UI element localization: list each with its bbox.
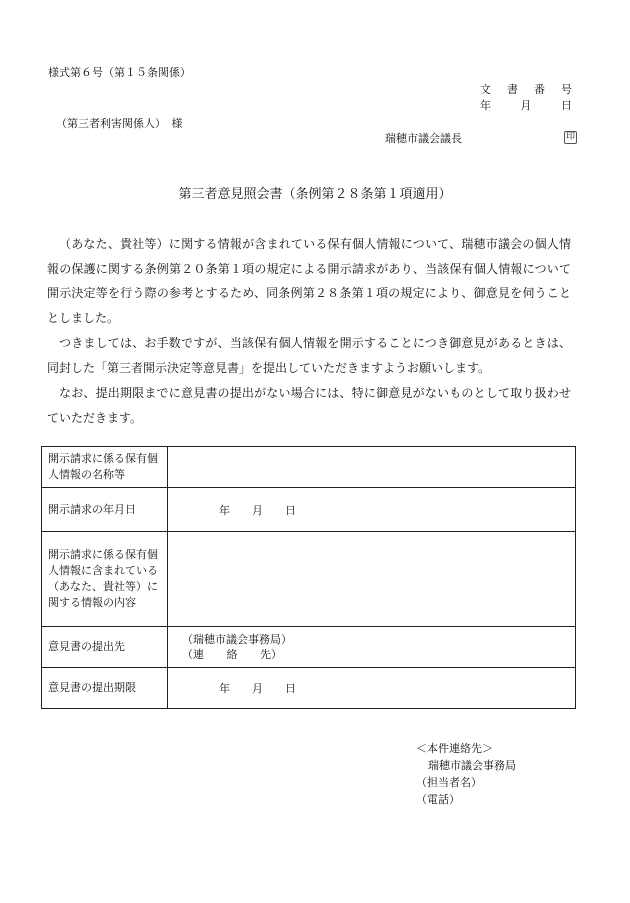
- contact-phone: （電話）: [416, 793, 460, 806]
- destination-contact-open: （連: [182, 648, 204, 661]
- date-year: 年: [480, 99, 491, 112]
- row-label-info-content: 開示請求に係る保有個人情報に含まれている（あなた、貴社等）に関する情報の内容: [42, 532, 168, 627]
- row-value-request-date: [168, 488, 576, 532]
- info-table: [41, 446, 576, 709]
- request-date-month: 月: [252, 503, 263, 517]
- row-label-submission-destination: 意見書の提出先: [42, 627, 168, 668]
- document-title: 第三者意見照会書（条例第２８条第１項適用）: [178, 187, 452, 202]
- request-date-year: 年: [219, 503, 230, 517]
- table-row: [42, 447, 576, 488]
- contact-heading: ＜本件連絡先＞: [416, 742, 493, 755]
- row-value-info-content: [168, 532, 576, 627]
- contact-person: （担当者名）: [416, 776, 482, 789]
- seal-icon: 印: [566, 132, 576, 142]
- row-label-info-name: 開示請求に係る保有個人情報の名称等: [42, 447, 168, 488]
- row-label-request-date: 開示請求の年月日: [42, 488, 168, 532]
- addressee: （第三者利害関係人） 様: [56, 117, 183, 130]
- deadline-day: 日: [285, 682, 296, 695]
- table-row: [42, 488, 576, 532]
- paragraph-1: （あなた、貴社等）に関する情報が含まれている保有個人情報について、瑞穂市議会の個人情報の保護に関する条例第２０条第１項の規定による開示請求があり、当該保有個人情報について開示決定等を行う際の参考とするため、同条例第２８条第１項の規定により、御意見を伺うこととしました。: [47, 237, 571, 325]
- date-day: 日: [561, 99, 572, 112]
- row-value-submission-destination: [168, 627, 576, 668]
- paragraph-2: つきましては、お手数ですが、当該保有個人情報を開示することにつき御意見があるときは、同封した「第三者開示決定等意見書」を提出していただきますようお願いします。: [47, 336, 571, 375]
- row-value-info-name: [168, 447, 576, 488]
- deadline-year: 年: [219, 682, 230, 695]
- contact-office: 瑞穂市議会事務局: [428, 759, 516, 772]
- destination-office: （瑞穂市議会事務局）: [182, 633, 292, 646]
- row-value-submission-deadline: [168, 668, 576, 709]
- date-month: 月: [520, 99, 532, 112]
- sender: 瑞穂市議会議長: [385, 132, 462, 145]
- document-date: [480, 97, 572, 113]
- document-number-label: 文書番号: [480, 83, 572, 96]
- request-date-day: 日: [285, 503, 296, 517]
- destination-contact-line: [174, 647, 569, 662]
- table-row: [42, 668, 576, 709]
- deadline-month: 月: [252, 682, 263, 695]
- destination-contact-close: 先）: [260, 648, 282, 661]
- contact-block: [416, 740, 516, 808]
- table-row: [42, 627, 576, 668]
- table-row: [42, 532, 576, 627]
- form-number: 様式第６号（第１５条関係）: [48, 66, 191, 79]
- paragraph-3: なお、提出期限までに意見書の提出がない場合には、特に御意見がないものとして取り扱わせていただきます。: [47, 386, 571, 425]
- row-label-submission-deadline: 意見書の提出期限: [42, 668, 168, 709]
- destination-contact-mid: 絡: [226, 648, 238, 661]
